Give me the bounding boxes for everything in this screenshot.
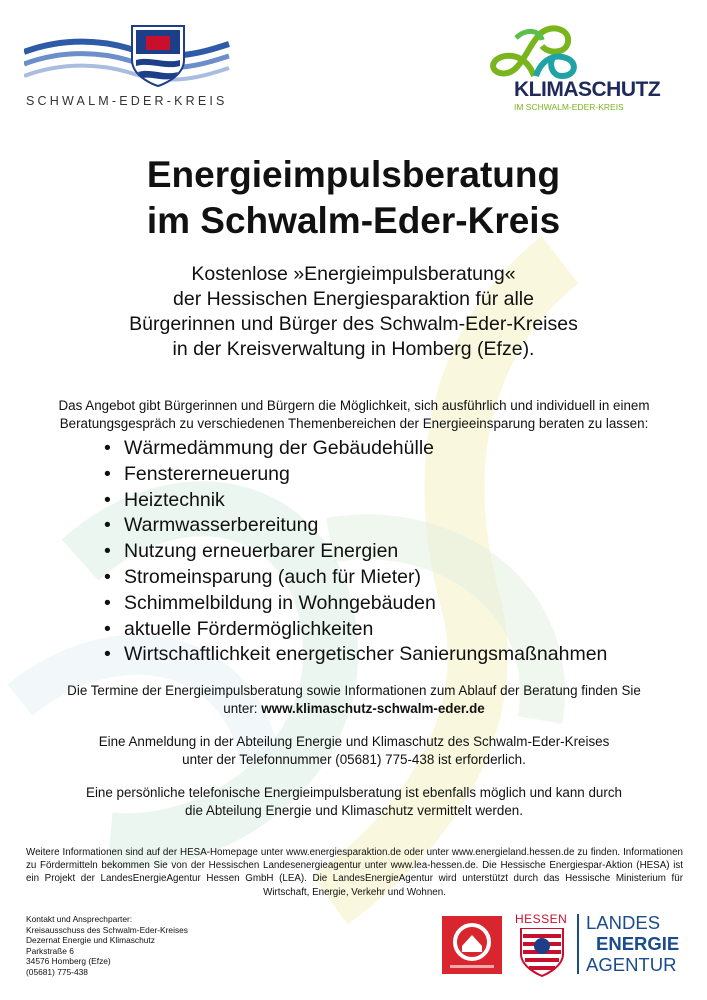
list-item: • Fenstererneuerung [104,462,607,488]
fine-print: Weitere Informationen sind auf der HESA-Homepage unter www.energiesparaktion.de oder unter www.energieland.hessen.de zu finden. Informationen zu Fördermitteln bekommen Sie von der Hessischen Landesenergieagentur unter www.lea-hessen.de. Die Hessische Energiespar-Aktion (HESA) ist ein Projekt der LandesEnergieAgentur Hessen GmbH (LEA). Die LandesEnergieAgentur wird unterstützt durch das Hessische Ministerium für Wirtschaft, Energie, Verkehr und Wohnen. [26,847,683,898]
lea-line-3: AGENTUR [586,954,677,975]
district-logo [24,22,234,112]
list-item: • Wirtschaftlichkeit energetischer Sanierungsmaßnahmen [104,642,607,668]
page-title [0,152,707,244]
lea-line-1: LANDES [586,912,661,933]
registration-text [26,733,682,769]
contact-line: (05681) 775-438 [26,966,88,977]
list-item: • Nutzung erneuerbarer Energien [104,539,607,565]
energiesparaktion-logo [442,916,502,974]
intro-line: Das Angebot gibt Bürgerinnen und Bürgern die Möglichkeit, sich ausführlich und individuell in einem [58,398,650,413]
registration-line: Eine Anmeldung in der Abteilung Energie und Klimaschutz des Schwalm-Eder-Kreises [98,734,610,749]
list-item: • Heiztechnik [104,488,607,514]
logo-divider [577,914,579,974]
subtitle [0,262,707,362]
subtitle-line: der Hessischen Energiesparaktion für alle [173,288,534,310]
klimaschutz-logo [486,24,686,114]
appointments-prefix: unter: [223,701,262,716]
appointments-text [26,682,682,718]
list-item: • aktuelle Fördermöglichkeiten [104,617,607,643]
contact-line: Kreisausschuss des Schwalm-Eder-Kreises [26,924,188,935]
hessen-word: HESSEN [515,912,568,926]
landesenergieagentur-logo [586,912,696,975]
website-link[interactable]: www.klimaschutz-schwalm-eder.de [261,701,485,716]
appointments-line: Die Termine der Energieimpulsberatung sowie Informationen zum Ablauf der Beratung finden Sie [67,683,641,698]
contact-line: Dezernat Energie und Klimaschutz [26,935,155,946]
district-coat-of-arms-icon [24,22,234,92]
subtitle-line: in der Kreisverwaltung in Homberg (Efze). [172,338,535,360]
contact-line: Parkstraße 6 [26,945,74,956]
phone-consultation-line: die Abteilung Energie und Klimaschutz vermittelt werden. [185,803,523,818]
phone-consultation-text [26,784,682,820]
list-item: • Stromeinsparung (auch für Mieter) [104,565,607,591]
subtitle-line: Kostenlose »Energieimpulsberatung« [191,263,516,285]
district-name: SCHWALM-EDER-KREIS [26,94,228,108]
contact-line: 34576 Homberg (Efze) [26,956,111,967]
house-swirl-icon [442,916,502,974]
contact-line: Kontakt und Ansprechparter: [26,914,133,924]
phone-consultation-line: Eine persönliche telefonische Energieimpulsberatung ist ebenfalls möglich und kann durch [86,785,622,800]
contact-block [26,914,188,978]
hessen-lion-icon [517,928,577,978]
title-line-2: im Schwalm-Eder-Kreis [146,200,561,241]
list-item: • Warmwasserbereitung [104,513,607,539]
klimaschutz-subtitle: IM SCHWALM-EDER-KREIS [514,102,624,112]
list-item: • Wärmedämmung der Gebäudehülle [104,436,607,462]
topic-list [104,436,607,668]
list-item: • Schimmelbildung in Wohngebäuden [104,591,607,617]
title-line-1: Energieimpulsberatung [146,154,561,195]
registration-line: unter der Telefonnummer (05681) 775-438 ist erforderlich. [182,752,526,767]
subtitle-line: Bürgerinnen und Bürger des Schwalm-Eder-Kreises [129,313,578,335]
appointments-line-2 [26,700,682,718]
lea-line-2: ENERGIE [596,933,680,954]
hessen-logo [513,912,573,976]
klimaschutz-title: KLIMASCHUTZ [514,78,661,101]
leaf-swirl-icon [486,24,586,82]
intro-text [26,397,682,433]
intro-line: Beratungsgespräch zu verschiedenen Themenbereichen der Energieeinsparung beraten zu lassen: [59,416,649,431]
